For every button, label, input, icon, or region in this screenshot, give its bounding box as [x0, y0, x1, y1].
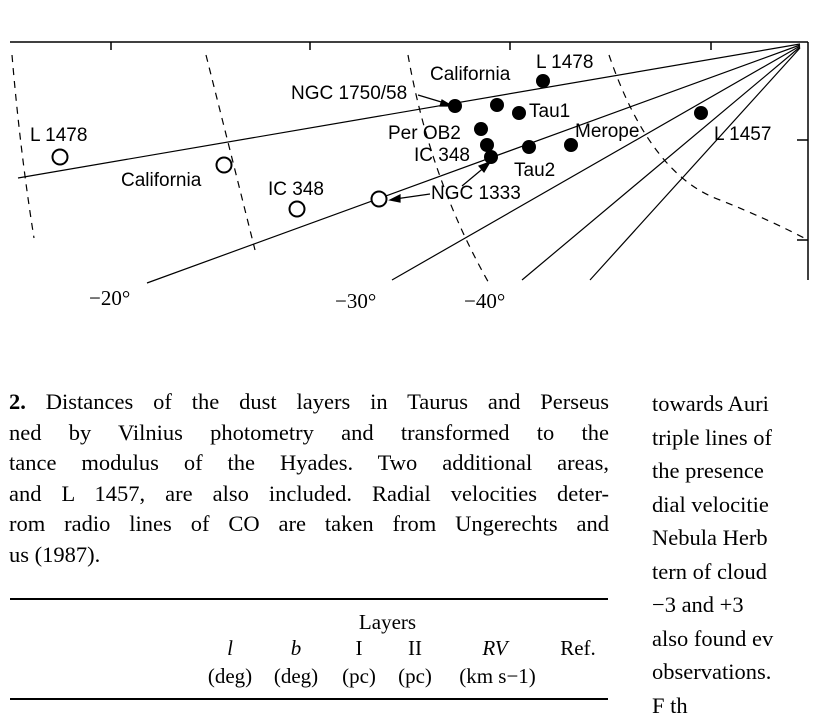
col-b-unit: (deg) — [266, 664, 326, 689]
col-ii-name: II — [390, 636, 440, 661]
point-ic348-near-a — [480, 138, 494, 152]
side-line: the presence — [652, 454, 820, 488]
label-ngc1750: NGC 1750/58 — [291, 83, 407, 104]
figure-caption — [9, 387, 609, 570]
radial-lines — [18, 44, 800, 283]
caption-line: tance modulus of the Hyades. Two additional areas, — [9, 448, 609, 479]
point-california-far — [217, 158, 232, 173]
col-rv-name: RV — [450, 636, 540, 661]
table-top-rule — [10, 598, 608, 600]
distance-diagram — [0, 0, 820, 330]
axis-label-minus40: −40° — [464, 289, 505, 313]
table-header-rule — [10, 698, 608, 700]
side-line: dial velocitie — [652, 488, 820, 522]
side-line: F th — [652, 689, 820, 722]
side-line: also found ev — [652, 622, 820, 656]
caption-line: ned by Vilnius photometry and transformed to the — [9, 418, 609, 449]
caption-line: rom radio lines of CO are taken from Ungerechts and — [9, 509, 609, 540]
side-line: tern of cloud — [652, 555, 820, 589]
side-column-text — [652, 387, 820, 722]
top-ticks — [111, 42, 711, 50]
point-tau2 — [522, 140, 536, 154]
label-l1478-near: L 1478 — [536, 52, 593, 73]
point-tau1 — [512, 106, 526, 120]
col-b-name: b — [266, 636, 326, 661]
caption-line: 2. Distances of the dust layers in Taurus and Perseus — [9, 387, 609, 418]
label-ic348-near: IC 348 — [414, 145, 470, 166]
side-line: Nebula Herb — [652, 521, 820, 555]
label-perob2: Per OB2 — [388, 123, 461, 144]
point-ic348-far — [290, 202, 305, 217]
col-i-name: I — [334, 636, 384, 661]
side-line: triple lines of — [652, 421, 820, 455]
point-l1478-far — [53, 150, 68, 165]
caption-line: us (1987). — [9, 540, 609, 571]
point-l1478-near — [536, 74, 550, 88]
axis-label-minus20: −20° — [89, 286, 130, 310]
col-l-name: l — [200, 636, 260, 661]
side-line: observations. — [652, 655, 820, 689]
open-circles — [53, 150, 387, 217]
label-ngc1333: NGC 1333 — [431, 183, 521, 204]
col-ref-name: Ref. — [550, 636, 606, 661]
col-i-unit: (pc) — [334, 664, 384, 689]
point-ngc1333 — [372, 192, 387, 207]
axis-label-minus30: −30° — [335, 289, 376, 313]
label-california-far: California — [121, 170, 202, 191]
label-l1478-far: L 1478 — [30, 125, 87, 146]
point-ngc1750 — [448, 99, 462, 113]
point-l1457 — [694, 106, 708, 120]
caption-line: and L 1457, are also included. Radial velocities deter- — [9, 479, 609, 510]
side-line: −3 and +3 — [652, 588, 820, 622]
col-ii-unit: (pc) — [390, 664, 440, 689]
right-ticks — [797, 140, 808, 240]
label-tau1: Tau1 — [529, 101, 570, 122]
table-group-header: Layers — [330, 610, 445, 635]
side-line: towards Auri — [652, 387, 820, 421]
label-ic348-far: IC 348 — [268, 179, 324, 200]
point-perob2 — [474, 122, 488, 136]
point-california-near — [490, 98, 504, 112]
label-merope: Merope — [575, 121, 639, 142]
label-l1457: L 1457 — [714, 124, 771, 145]
filled-circles — [448, 74, 708, 164]
label-tau2: Tau2 — [514, 160, 555, 181]
point-ic348-near-b — [484, 150, 498, 164]
col-l-unit: (deg) — [200, 664, 260, 689]
col-rv-unit: (km s−1) — [450, 664, 545, 689]
label-california-near: California — [430, 64, 511, 85]
